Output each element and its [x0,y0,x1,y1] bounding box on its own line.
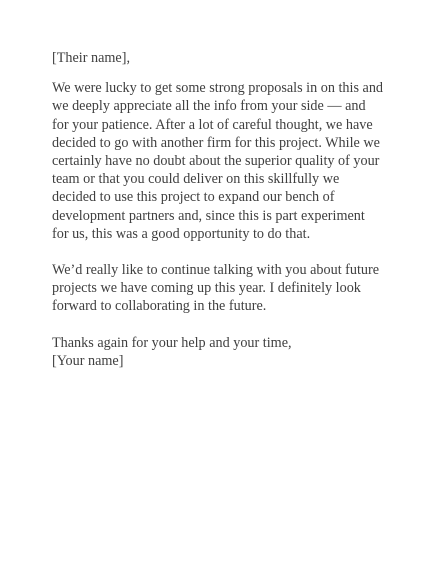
paragraph-line: development partners and, since this is part experiment [52,207,365,224]
paragraph-line: projects we have coming up this year. I definitely look [52,280,361,297]
paragraph-2 [52,261,397,316]
paragraph-line: We’d really like to continue talking with you about future [52,262,380,279]
paragraph-line: forward to collaborating in the future. [52,298,267,315]
salutation: [Their name], [52,50,130,66]
paragraph-line: decided to use this project to expand our bench of [52,189,335,206]
paragraph-line: team or that you could deliver on this skillfully we [52,171,340,188]
paragraph-line: certainly have no doubt about the superior quality of your [52,153,380,170]
closing-block [52,334,397,370]
closing-line: Thanks again for your help and your time, [52,334,292,351]
paragraph-line: for us, this was a good opportunity to do that. [52,225,311,242]
paragraph-line: we deeply appreciate all the info from your side — and [52,98,366,115]
signature: [Your name] [52,352,124,369]
paragraph-line: decided to go with another firm for this project. While we [52,134,380,151]
paragraph-line: We were lucky to get some strong proposals in on this and [52,80,384,97]
paragraph-1 [52,79,397,243]
letter-body [52,49,397,370]
paragraph-line: for your patience. After a lot of careful thought, we have [52,116,373,133]
